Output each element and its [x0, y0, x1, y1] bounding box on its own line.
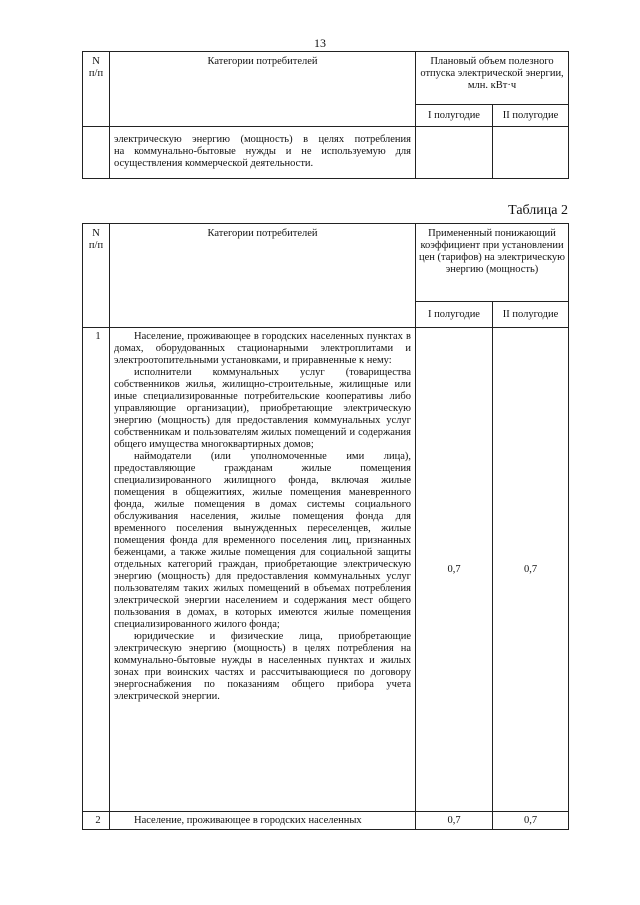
coefficient-table [82, 223, 569, 830]
row-half1-value: 0,7 [416, 812, 493, 830]
header-half1: I полугодие [416, 105, 493, 127]
continuation-line: осуществления коммерческой деятельности. [114, 158, 314, 169]
row-half1-value: 0,7 [416, 328, 493, 812]
table-row [83, 328, 569, 812]
header-num: N п/п [83, 52, 110, 127]
row-paragraph: Население, проживающее в городских населенных [134, 815, 362, 826]
cont-num-cell [83, 127, 110, 179]
row-text [110, 328, 416, 812]
cont-text-cell [110, 127, 416, 179]
t2-header-num: N п/п [83, 224, 110, 328]
continuation-line: на коммунально-бытовые нужды и не используемую для [114, 146, 411, 157]
t2-header-coef: Примененный понижающий коэффициент при установлении цен (тарифов) на электрическую энергию (мощность) [416, 224, 569, 302]
row-paragraph: юридические и физические лица, приобретающие электрическую энергию (мощность) в целях потребления на коммунально-бытовые нужды в населенных пунктах и жилых зонах при воинских частях и рассчитывающиеся по договору энергоснабжения по показаниям общего прибора учета электрической энергии. [114, 631, 411, 702]
continuation-line: электрическую энергию (мощность) в целях потребления [114, 134, 411, 145]
header-half2: II полугодие [493, 105, 569, 127]
row-half2-value: 0,7 [493, 812, 569, 830]
volume-table [82, 51, 569, 179]
table-row [83, 812, 569, 830]
t2-header-half1: I полугодие [416, 302, 493, 328]
row-paragraph: наймодатели (или уполномоченные ими лица), предоставляющие гражданам жилые помещения специализированного жилищного фонда, включая жилые помещения в общежитиях, жилые помещения маневренного фонда, жилые помещения в домах системы социального обслуживания населения, жилые помещения фонда для временного поселения вынужденных переселенцев, жилые помещения фонда для временного поселения лиц, признанных беженцами, а также жилые помещения для социальной защиты отдельных категорий граждан, приобретающие электрическую энергию (мощность) для предоставления коммунальных услуг пользователям таких жилых помещений в объемах потребления электрической энергии населением и содержания мест общего пользования в домах, в которых имеются жилые помещения специализированного жилого фонда; [114, 451, 411, 630]
row-num: 2 [83, 812, 110, 830]
row-paragraph: Население, проживающее в городских населенных пунктах в домах, оборудованных стационарными электроплитами и электроотопительными установками, и приравненные к нему: [114, 331, 411, 366]
row-half2-value: 0,7 [493, 328, 569, 812]
row-text [110, 812, 416, 830]
cont-half2-cell [493, 127, 569, 179]
header-category: Категории потребителей [110, 52, 416, 127]
cont-half1-cell [416, 127, 493, 179]
table2-caption: Таблица 2 [508, 203, 568, 218]
header-volume: Плановый объем полезного отпуска электрической энергии, млн. кВт·ч [416, 52, 569, 105]
page-number: 13 [314, 36, 326, 50]
t2-header-category: Категории потребителей [110, 224, 416, 328]
t2-header-half2: II полугодие [493, 302, 569, 328]
row-num: 1 [83, 328, 110, 812]
row-paragraph: исполнители коммунальных услуг (товарищества собственников жилья, жилищно-строительные, жилищные или иные специализированные потребительские кооперативы либо управляющие организации), приобретающие электрическую энергию (мощность) для предоставления коммунальных услуг собственникам и пользователям жилых помещений и содержания общего имущества многоквартирных домов; [114, 367, 411, 450]
